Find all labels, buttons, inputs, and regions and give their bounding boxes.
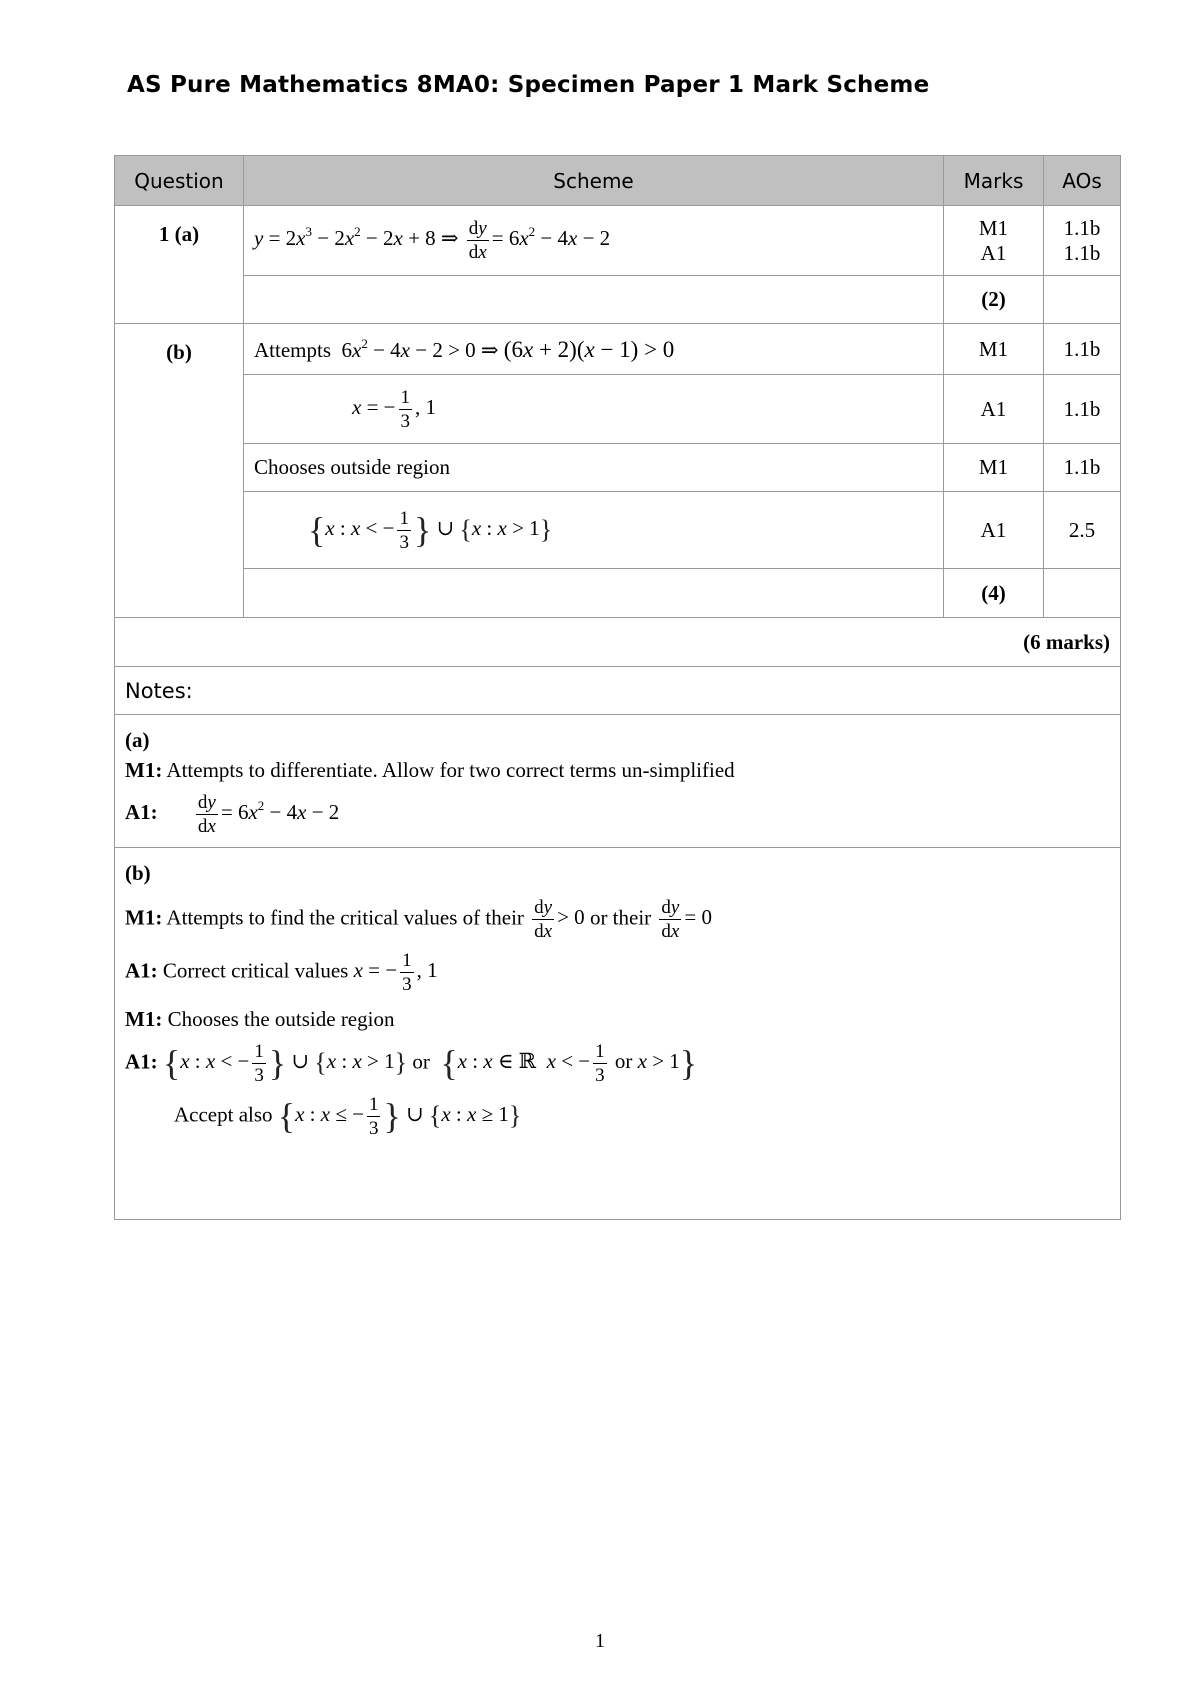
- mark-label: M1:: [125, 758, 163, 782]
- critical-values: x = − $\frac{1}{3}$ , 1: [352, 386, 437, 432]
- ao: 1.1b: [1063, 215, 1101, 240]
- table-row: [115, 848, 1121, 1220]
- mark: M1: [944, 324, 1044, 375]
- question-label-1a: 1 (a): [115, 206, 244, 324]
- table-row: [115, 667, 1121, 715]
- mark: A1: [980, 240, 1007, 265]
- header-question: Question: [115, 156, 244, 206]
- header-aos: AOs: [1044, 156, 1121, 206]
- total-marks: (6 marks): [115, 618, 1121, 667]
- scheme-1b-3: Chooses outside region: [244, 444, 944, 492]
- note-text: or: [412, 1049, 430, 1074]
- ao: 1.1b: [1044, 324, 1121, 375]
- table-row: [115, 715, 1121, 848]
- ao-blank: [1044, 569, 1121, 618]
- table-row: [115, 492, 1121, 569]
- scheme-1a: [244, 206, 944, 276]
- note-text: Attempts to differentiate. Allow for two correct terms un-simplified: [166, 758, 735, 782]
- notes-b-label: (b): [125, 861, 151, 885]
- mark: A1: [944, 492, 1044, 569]
- table-row: [115, 569, 1121, 618]
- notes-a-m1: [125, 755, 1110, 785]
- page-title: AS Pure Mathematics 8MA0: Specimen Paper 1 Mark Scheme: [127, 72, 930, 98]
- subtotal-1b: (4): [944, 569, 1044, 618]
- scheme-blank: [244, 276, 944, 324]
- scheme-1b-1: [244, 324, 944, 375]
- inequality-expression: $6x^2 - 4x - 2 > 0$ ⇒ (6x + 2)(x − 1) > 0: [336, 335, 675, 362]
- page-number: 1: [595, 1630, 605, 1652]
- mark-label: M1:: [125, 1007, 163, 1031]
- notes-b-a1b: A1: {x : x < − $\frac{1}{3}$ } ∪ {x : x > 1} or {x : x ∈ ℝ x < − $\frac{1}{3}$ or x > 1}: [125, 1041, 698, 1086]
- notes-heading: Notes:: [115, 667, 1121, 715]
- ao: 1.1b: [1044, 444, 1121, 492]
- note-text: Attempts to find the critical values of their: [166, 905, 524, 930]
- mark-label: M1:: [125, 905, 163, 930]
- ao-blank: [1044, 276, 1121, 324]
- mark-scheme-table: [114, 155, 1121, 1220]
- note-text: Accept also: [174, 1102, 273, 1127]
- derivative-expression: $\frac{dy}{dx}$ = $6x^2 - 4x - 2$: [197, 791, 340, 837]
- note-text: Correct critical values: [162, 958, 349, 983]
- subtotal-1a: (2): [944, 276, 1044, 324]
- ao: 2.5: [1044, 492, 1121, 569]
- table-row: [115, 324, 1121, 375]
- question-label-1b: (b): [115, 324, 244, 618]
- mark: M1: [944, 444, 1044, 492]
- scheme-1b-2: [244, 375, 944, 444]
- notes-a: [115, 715, 1121, 848]
- header-scheme: Scheme: [244, 156, 944, 206]
- solution-set: {x : x < − $\frac{1}{3}$ } ∪ {x : x > 1}: [308, 507, 553, 553]
- note-text: or their: [589, 905, 652, 930]
- header-marks: Marks: [944, 156, 1044, 206]
- aos-1a: [1044, 206, 1121, 276]
- notes-b-m1: M1: Attempts to find the critical values of their $\frac{dy}{dx}$ > 0 or their $\frac{dy}{dx}$ = 0: [125, 897, 712, 942]
- notes-b: [115, 848, 1121, 1220]
- notes-a-a1: [125, 791, 1110, 836]
- table-row: [115, 276, 1121, 324]
- notes-b-accept: Accept also {x : x ≤ − $\frac{1}{3}$ } ∪ {x : x ≥ 1}: [174, 1094, 522, 1139]
- ao: 1.1b: [1044, 375, 1121, 444]
- marks-1a: [944, 206, 1044, 276]
- notes-b-a1: A1: Correct critical values x = − $\frac{1}{3}$ , 1: [125, 950, 438, 995]
- table-row: [115, 444, 1121, 492]
- table-row: [115, 375, 1121, 444]
- ao: 1.1b: [1063, 240, 1101, 265]
- mark-label: A1:: [125, 958, 158, 983]
- mark: A1: [944, 375, 1044, 444]
- notes-b-m1b: [125, 1004, 1110, 1034]
- mark: M1: [978, 215, 1009, 240]
- derivative-equation: $y = 2x^3 - 2x^2 - 2x + 8$ ⇒ $\frac{dy}{dx}$ = $6x^2 - 4x - 2$: [254, 218, 611, 263]
- mark-label: A1:: [125, 1049, 158, 1074]
- scheme-text: Attempts: [254, 337, 331, 362]
- table-row: [115, 206, 1121, 276]
- table-row: [115, 618, 1121, 667]
- header-row: [115, 156, 1121, 206]
- mark-label: A1:: [125, 800, 158, 824]
- scheme-1b-4: [244, 492, 944, 569]
- note-text: Chooses the outside region: [167, 1007, 395, 1031]
- notes-a-label: (a): [125, 728, 150, 752]
- scheme-blank: [244, 569, 944, 618]
